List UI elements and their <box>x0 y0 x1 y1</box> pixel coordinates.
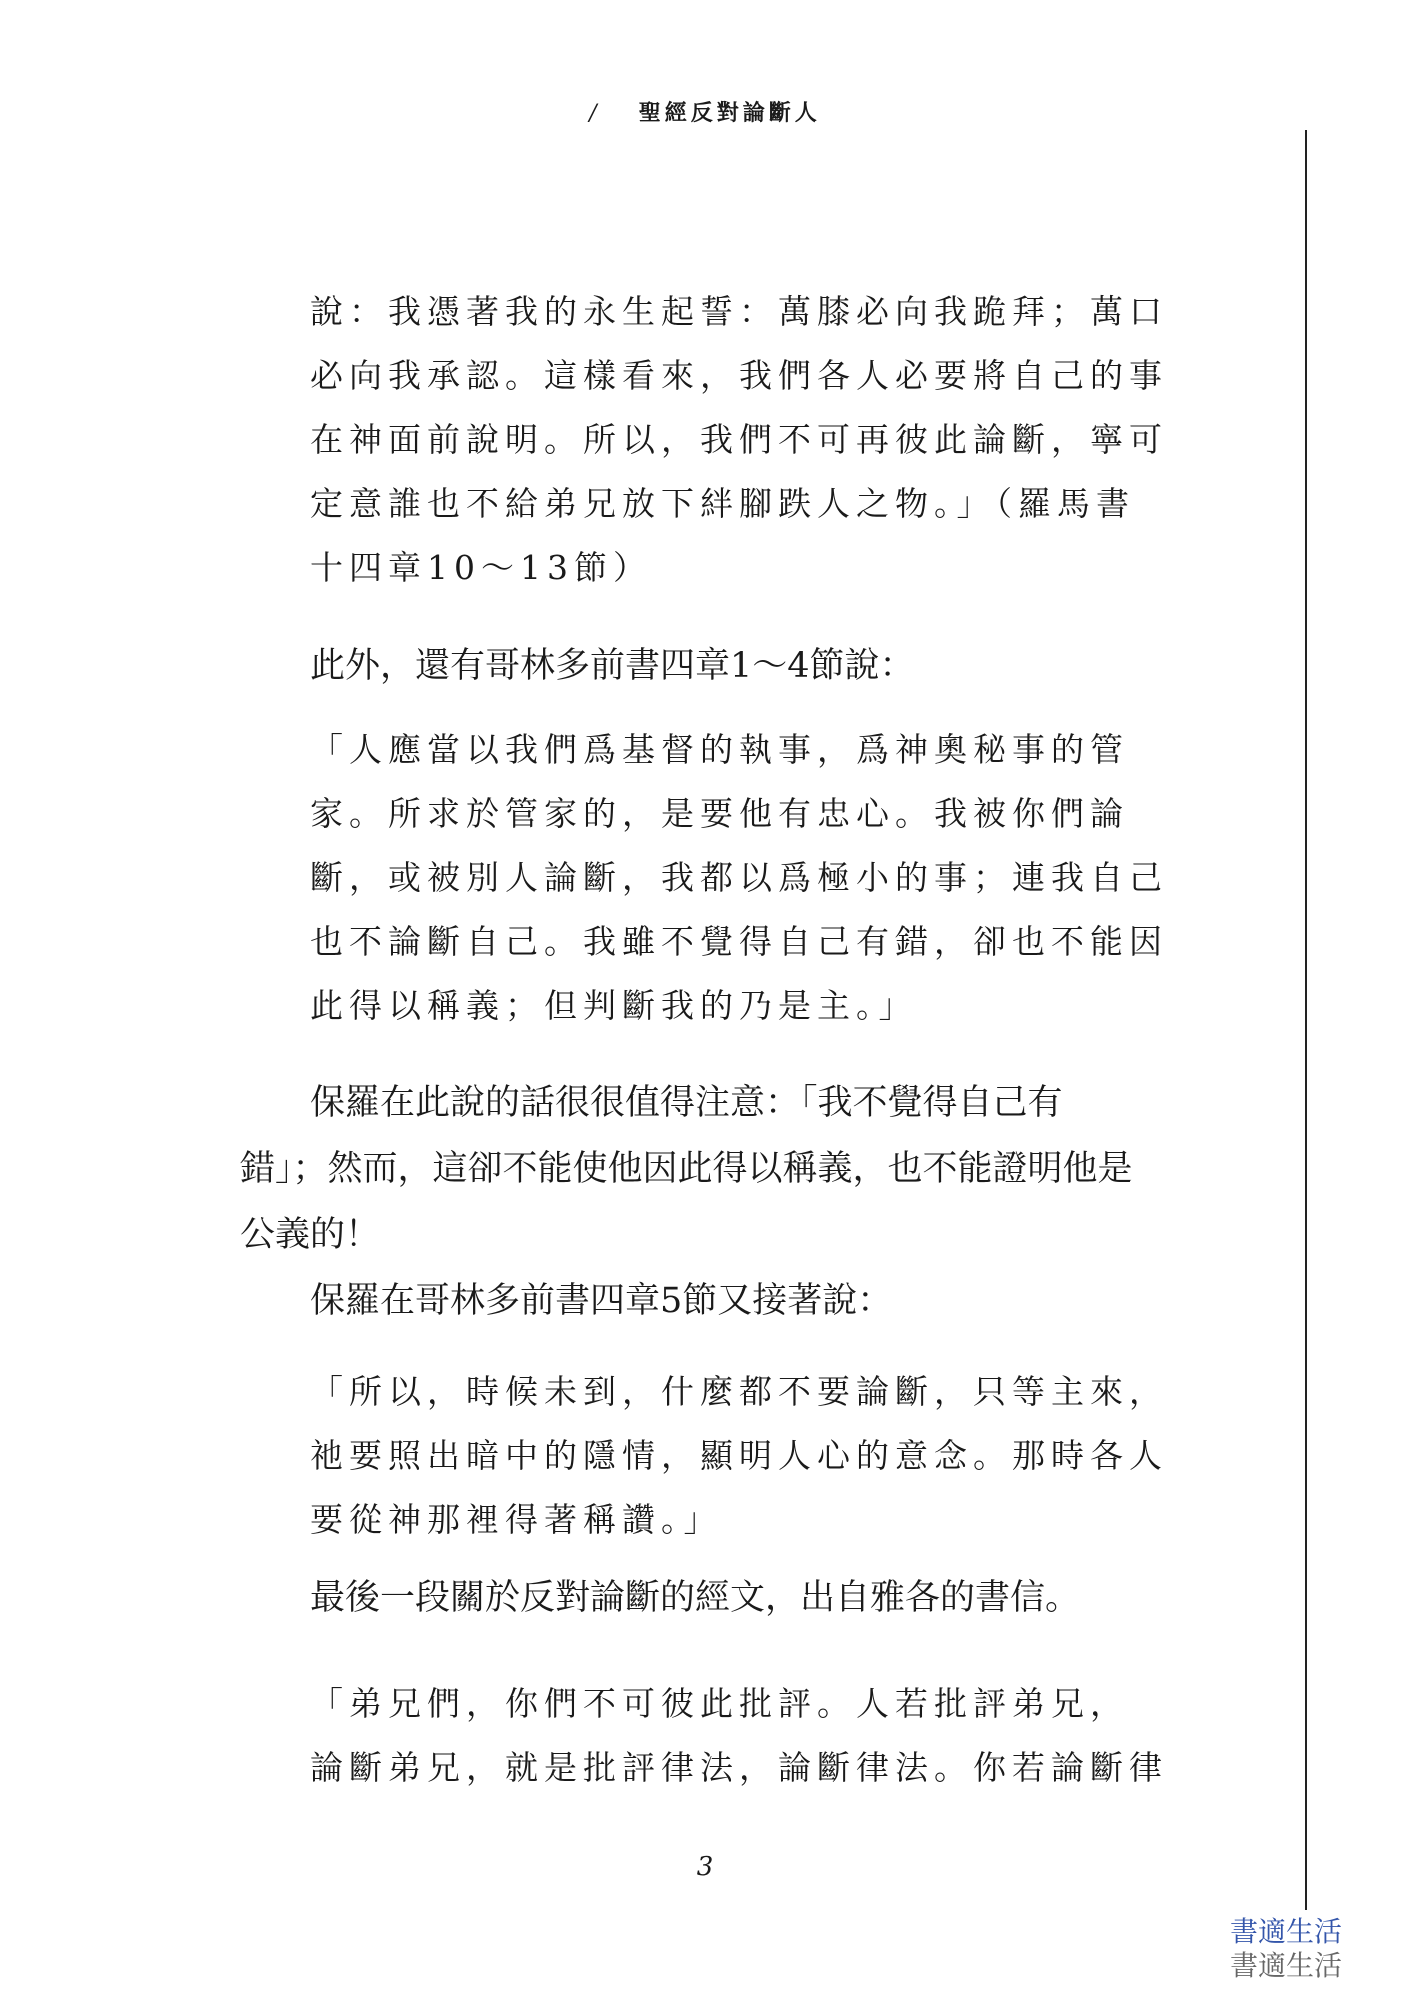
quote-line: 此得以稱義；但判斷我的乃是主。」 <box>310 986 918 1025</box>
quote-line: 家。所求於管家的，是要他有忠心。我被你們論 <box>310 794 1129 833</box>
quote-line: 論斷弟兄，就是批評律法，論斷律法。你若論斷律 <box>310 1748 1168 1787</box>
quote-line: 祂要照出暗中的隱情，顯明人心的意念。那時各人 <box>310 1436 1168 1475</box>
paragraph-intro-james: 最後一段關於反對論斷的經文，出自雅各的書信。 <box>310 1578 1081 1618</box>
running-header <box>0 96 1410 127</box>
quote-line: 要從神那裡得著稱讚。」 <box>310 1500 723 1539</box>
quote-line: 也不論斷自己。我雖不覺得自己有錯，卻也不能因 <box>310 922 1168 961</box>
header-title: 聖經反對論斷人 <box>638 100 821 126</box>
header-mark: / <box>589 101 601 126</box>
quote-james <box>310 1672 1168 1800</box>
quote-line: 定意誰也不給弟兄放下絆腳跌人之物。」（羅馬書 <box>310 484 1135 523</box>
quote-line: 「所以，時候未到，什麼都不要論斷，只等主來， <box>310 1372 1168 1411</box>
page-number: 3 <box>696 1852 714 1882</box>
quote-line: 「人應當以我們爲基督的執事，爲神奧秘事的管 <box>310 730 1129 769</box>
quote-line: 斷，或被別人論斷，我都以爲極小的事；連我自己 <box>310 858 1168 897</box>
paragraph-intro-verse5: 保羅在哥林多前書四章5節又接著說： <box>310 1281 893 1321</box>
quote-romans <box>310 280 1168 600</box>
quote-line: 十四章10～13節） <box>310 548 652 587</box>
quote-corinthians-1-4 <box>310 718 1168 1038</box>
quote-line: 說：我憑著我的永生起誓：萬膝必向我跪拜；萬口 <box>310 292 1168 331</box>
watermark-text: 書適生活 <box>1230 1949 1343 1982</box>
quote-line: 必向我承認。這樣看來，我們各人必要將自己的事 <box>310 356 1168 395</box>
paragraph-paul-comment: 保羅在此說的話很很值得注意：「我不覺得自己有 錯」；然而，這卻不能使他因此得以稱義，也不能證明他是 公義的！ <box>240 1083 1133 1255</box>
margin-rule <box>1305 130 1307 1910</box>
paragraph-intro-corinthians: 此外，還有哥林多前書四章1～4節說： <box>310 646 915 686</box>
quote-line: 在神面前說明。所以，我們不可再彼此論斷，寧可 <box>310 420 1168 459</box>
watermark-text: 書適生活 <box>1230 1915 1343 1948</box>
quote-corinthians-5 <box>310 1360 1168 1552</box>
quote-line: 「弟兄們，你們不可彼此批評。人若批評弟兄， <box>310 1684 1129 1723</box>
